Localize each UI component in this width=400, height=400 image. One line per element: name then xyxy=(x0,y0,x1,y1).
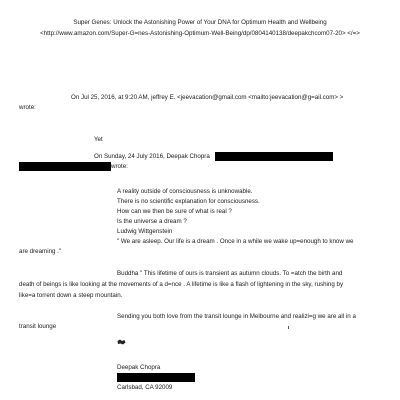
book-title: Super Genes: Unlock the Astonishing Power of Your DNA for Optimum Health and Wellbeing xyxy=(73,19,327,26)
buddha-line1: Buddha " This lifetime of ours is transient as autumn clouds. To =atch the birth and xyxy=(117,270,343,277)
quote-line: Is the universe a dream ? xyxy=(117,218,187,225)
redaction-bar xyxy=(215,152,333,161)
signature-name: Deepak Chopra xyxy=(117,364,161,371)
redaction-bar xyxy=(117,373,195,382)
yet-text: Yet xyxy=(94,136,103,143)
signature-location: Carlsbad, CA 92009 xyxy=(117,384,173,391)
quote-line: " We are asleep. Our life is a dream . Once in a while we wake up=enough to know we xyxy=(117,238,354,245)
quote-line: A reality outside of consciousness is unknowable. xyxy=(117,188,253,195)
book-link[interactable]: <http://www.amazon.com/Super-G=nes-Astonishing-Optimum-Well-Being/dp/0804140138/deepakchcom07-20> </=> xyxy=(40,30,360,37)
buddha-line3: like=a torrent down a steep mountain. xyxy=(19,292,123,299)
redaction-bar xyxy=(19,162,111,171)
quote-line: There is no scientific explanation for consciousness. xyxy=(117,198,260,205)
nested-reply-wrote: wrote: xyxy=(111,163,128,170)
quote-attribution: Ludwig Wittgenstein xyxy=(117,228,173,235)
closing-line1: Sending you both love from the transit lounge in Melbourne and realizi=g we are all in a xyxy=(117,313,356,320)
quote-wrap: are dreaming ." xyxy=(19,248,62,255)
nested-reply-header: On Sunday, 24 July 2016, Deepak Chopra xyxy=(94,153,210,160)
reply-header-line1: On Jul 25, 2016, at 9:20 AM, jeffrey E. <jeevacation@gmail.com <mailto:jeevacation@g=ail.com> > xyxy=(71,94,344,101)
quote-line: How can we then be sure of what is real ? xyxy=(117,208,232,215)
scan-mark xyxy=(288,326,289,329)
buddha-line2: death of beings is like looking at the movements of a d=nce . A lifetime is like a flash of lightening in the sky, rushing by xyxy=(19,281,344,288)
closing-line2: transit lounge xyxy=(19,323,57,330)
reply-header-line2: wrote: xyxy=(19,104,36,111)
inline-image-icon xyxy=(117,339,126,345)
